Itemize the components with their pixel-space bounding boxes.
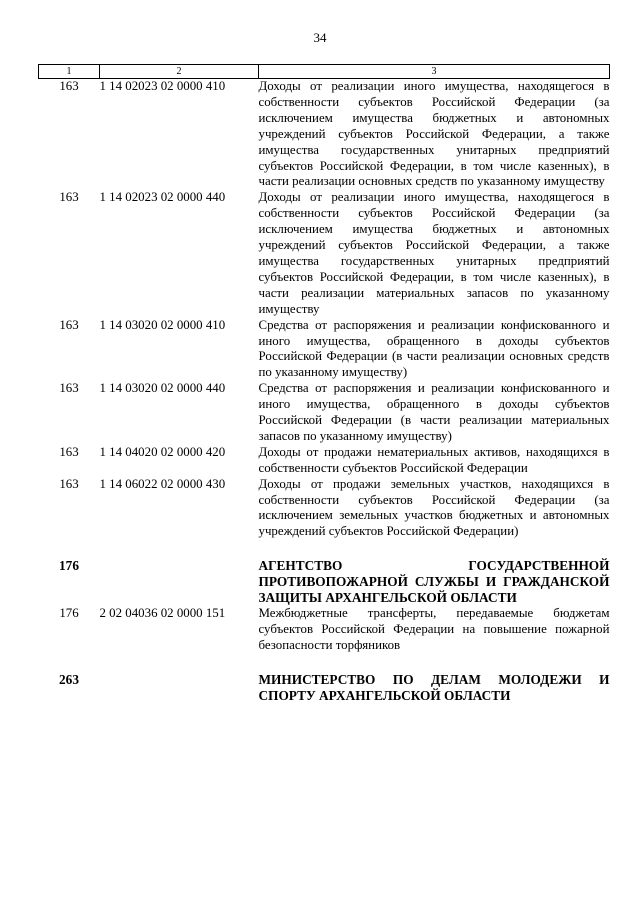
table-row — [39, 190, 610, 317]
column-header-3: 3 — [259, 65, 610, 79]
table-row — [39, 606, 610, 654]
section-code-empty — [100, 654, 259, 704]
section-title: АГЕНТСТВО ГОСУДАРСТВЕННОЙ ПРОТИВОПОЖАРНОЙ СЛУЖБЫ И ГРАЖДАНСКОЙ ЗАЩИТЫ АРХАНГЕЛЬСКОЙ ОБЛАСТИ — [258, 558, 610, 606]
description-cell: Средства от распоряжения и реализации конфискованного и иного имущества, обращенного в доходы субъектов Российской Федерации (в части реализации основных средств по указанному имуществу) — [258, 317, 610, 380]
table-row — [39, 477, 610, 541]
description-cell: Доходы от продажи нематериальных активов, находящихся в собственности субъектов Российской Федерации — [258, 444, 610, 475]
description-cell: Средства от распоряжения и реализации конфискованного и иного имущества, обращенного в доходы субъектов Российской Федерации (в части реализации материальных запасов по указанному имуществу) — [258, 381, 610, 443]
budget-code-cell: 1 14 03020 02 0000 440 — [99, 381, 226, 396]
table-row — [39, 318, 610, 382]
table-row — [39, 79, 610, 191]
description-cell: Доходы от продажи земельных участков, находящихся в собственности субъектов Российской Федерации (за исключением земельных участков бюджетных и автономных учреждений субъектов Российской Федерации) — [258, 476, 610, 539]
table-header-row — [39, 65, 610, 79]
budget-code-cell: 1 14 06022 02 0000 430 — [99, 476, 226, 491]
table-row — [39, 381, 610, 445]
admin-code-cell: 163 — [59, 190, 79, 205]
description-cell: Доходы от реализации иного имущества, находящегося в собственности субъектов Российской Федерации (за исключением имущества бюджетных и автономных учреждений субъектов Российской Федерации, а также имущества государственных унитарных предприятий субъектов Российской Федерации, в том числе казенных), в части реализации основных средств по указанному имуществу — [258, 79, 610, 189]
budget-code-cell: 1 14 03020 02 0000 410 — [99, 317, 226, 332]
table-row — [39, 445, 610, 477]
admin-code-cell: 163 — [59, 317, 79, 332]
admin-code-cell: 163 — [59, 79, 79, 93]
section-code-empty — [100, 540, 259, 606]
budget-code-cell: 1 14 02023 02 0000 410 — [99, 79, 226, 93]
admin-code-cell: 163 — [59, 444, 79, 459]
admin-code-cell: 163 — [59, 381, 79, 396]
column-header-1: 1 — [39, 65, 100, 79]
budget-code-cell: 1 14 04020 02 0000 420 — [99, 444, 226, 459]
description-cell: Межбюджетные трансферты, передаваемые бюджетам субъектов Российской Федерации на повышение пожарной безопасности торфяников — [258, 606, 610, 652]
budget-code-cell: 2 02 04036 02 0000 151 — [99, 606, 226, 620]
section-title: МИНИСТЕРСТВО ПО ДЕЛАМ МОЛОДЕЖИ И СПОРТУ АРХАНГЕЛЬСКОЙ ОБЛАСТИ — [258, 671, 610, 703]
budget-code-cell: 1 14 02023 02 0000 440 — [99, 190, 226, 205]
section-admin-code: 176 — [59, 558, 79, 574]
section-header-row — [39, 540, 610, 606]
revenue-classification-table — [38, 64, 610, 704]
column-header-2: 2 — [100, 65, 259, 79]
page-number: 34 — [313, 30, 327, 45]
description-cell: Доходы от реализации иного имущества, находящегося в собственности субъектов Российской Федерации (за исключением имущества бюджетных и автономных учреждений субъектов Российской Федерации, а также имущества государственных унитарных предприятий субъектов Российской Федерации, в том числе казенных), в части реализации материальных запасов по указанному имуществу — [258, 190, 610, 316]
admin-code-cell: 176 — [59, 606, 79, 620]
section-admin-code: 263 — [59, 671, 79, 687]
section-header-row — [39, 654, 610, 704]
admin-code-cell: 163 — [59, 476, 79, 491]
